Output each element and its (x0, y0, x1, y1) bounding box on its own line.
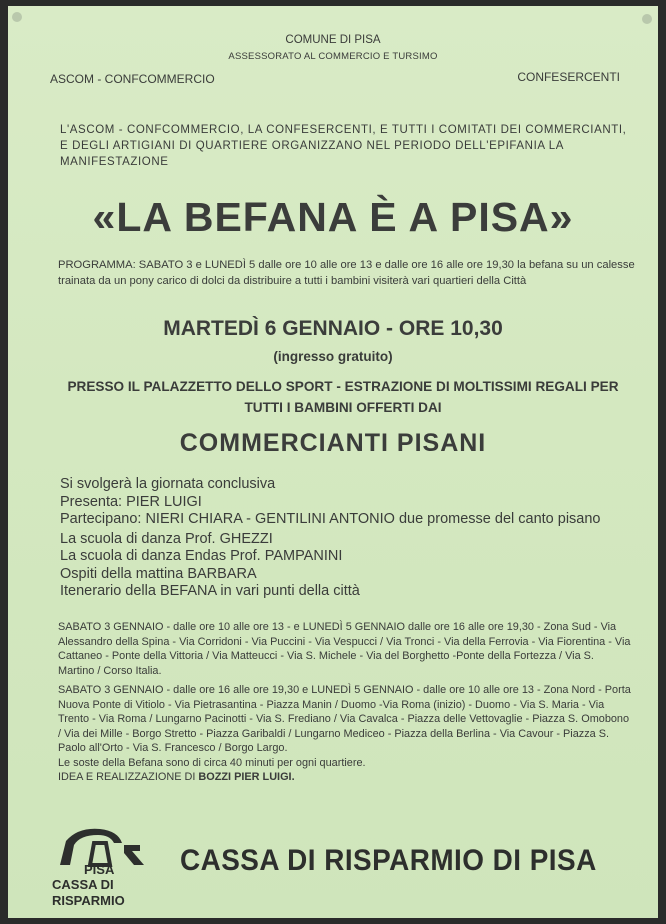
pin-hole-icon (642, 14, 652, 24)
credits-prefix: IDEA E REALIZZAZIONE DI (58, 771, 199, 783)
sponsor-name: CASSA DI RISPARMIO DI PISA (180, 844, 597, 877)
pin-hole-icon (12, 12, 22, 22)
credits-line (58, 770, 633, 785)
program-details (60, 476, 635, 601)
detail-line: Itenerario della BEFANA in vari punti della città (60, 583, 360, 599)
detail-line: Presenta: PIER LUIGI (60, 493, 202, 510)
comune-heading: COMUNE DI PISA (285, 34, 381, 46)
itinerary-south: SABATO 3 GENNAIO - dalle ore 10 alle ore 13 - e LUNEDÌ 5 GENNAIO dalle ore 16 alle ore 19,30 - Zona Sud - Via Alessandro della Spina - Via Corridoni - Via Puccini - Via Vespucci / Via Tronci - Via della Ferrovia - Via Fiorentina - Via Cattaneo - Ponte della Vittoria / Via Matteucci - Via S. Michele - Via del Borghetto -Ponte della Fortezza / Via S. Martino / Corso Italia. (58, 621, 631, 677)
programma-paragraph: PROGRAMMA: SABATO 3 e LUNEDÌ 5 dalle ore 10 alle ore 13 e dalle ore 16 alle ore 19,30 la befana su un calesse trainata da un pony carico di dolci da distribuire a tutti i bambini visiterà vari quartieri della Città (58, 259, 635, 287)
itinerary-north: SABATO 3 GENNAIO - dalle ore 16 alle ore 19,30 e LUNEDÌ 5 GENNAIO - dalle ore 10 alle ore 13 - Zona Nord - Porta Nuova Ponte di Vitiolo - Via Pietrasantina - Piazza Manin / Duomo -Via Roma (inizio) - Duomo - Via S. Maria - Via Trento - Via Roma / Lungarno Pacinotti - Via S. Frediano / Via Cavalca - Piazza delle Vettovaglie - Piazza S. Omobono / Via dei Mille - Borgo Stretto - Piazza Garibaldi / Lungarno Mediceo - Piazza della Berlina - Via Cavour - Piazza S. Paolo all'Orto - Via S. Francesco / Borgo Largo. (58, 684, 631, 754)
free-entry-note: (ingresso gratuito) (273, 349, 393, 364)
detail-line: Partecipano: NIERI CHIARA - GENTILINI ANTONIO due promesse del canto pisano (60, 511, 601, 527)
event-poster (8, 6, 658, 918)
leaning-tower-logo-icon (48, 821, 158, 911)
bank-logo (48, 821, 158, 911)
detail-line: Si svolgerà la giornata conclusiva (60, 476, 276, 492)
svg-text:CASSA DI: CASSA DI (52, 877, 114, 892)
credits-name: BOZZI PIER LUIGI. (198, 771, 295, 783)
commercianti-heading: COMMERCIANTI PISANI (179, 429, 487, 457)
venue-paragraph: PRESSO IL PALAZZETTO DELLO SPORT - ESTRAZIONE DI MOLTISSIMI REGALI PER TUTTI I BAMBINI OFFERTI DAI (67, 379, 619, 415)
detail-line: La scuola di danza Prof. GHEZZI (60, 530, 273, 547)
soste-note: Le soste della Befana sono di circa 40 minuti per ogni quartiere. (58, 756, 366, 769)
itinerary-block (58, 620, 633, 785)
ascom-label: ASCOM - CONFCOMMERCIO (50, 72, 215, 86)
assessorato-heading: ASSESSORATO AL COMMERCIO E TURSIMO (228, 51, 438, 62)
confesercenti-label: CONFESERCENTI (517, 70, 620, 84)
detail-line: Ospiti della mattina BARBARA (60, 565, 257, 582)
svg-text:RISPARMIO: RISPARMIO (52, 893, 125, 908)
detail-line: La scuola di danza Endas Prof. PAMPANINI (60, 548, 343, 564)
intro-paragraph: L'ASCOM - CONFCOMMERCIO, LA CONFESERCENTI, E TUTTI I COMITATI DEI COMMERCIANTI, E DEGLI ARTIGIANI DI QUARTIERE ORGANIZZANO NEL PERIODO DELL'EPIFANIA LA MANIFESTAZIONE (60, 124, 627, 168)
svg-text:PISA: PISA (84, 862, 115, 877)
event-date-heading: MARTEDÌ 6 GENNAIO - ORE 10,30 (163, 317, 503, 340)
poster-title: «LA BEFANA È A PISA» (92, 194, 574, 240)
